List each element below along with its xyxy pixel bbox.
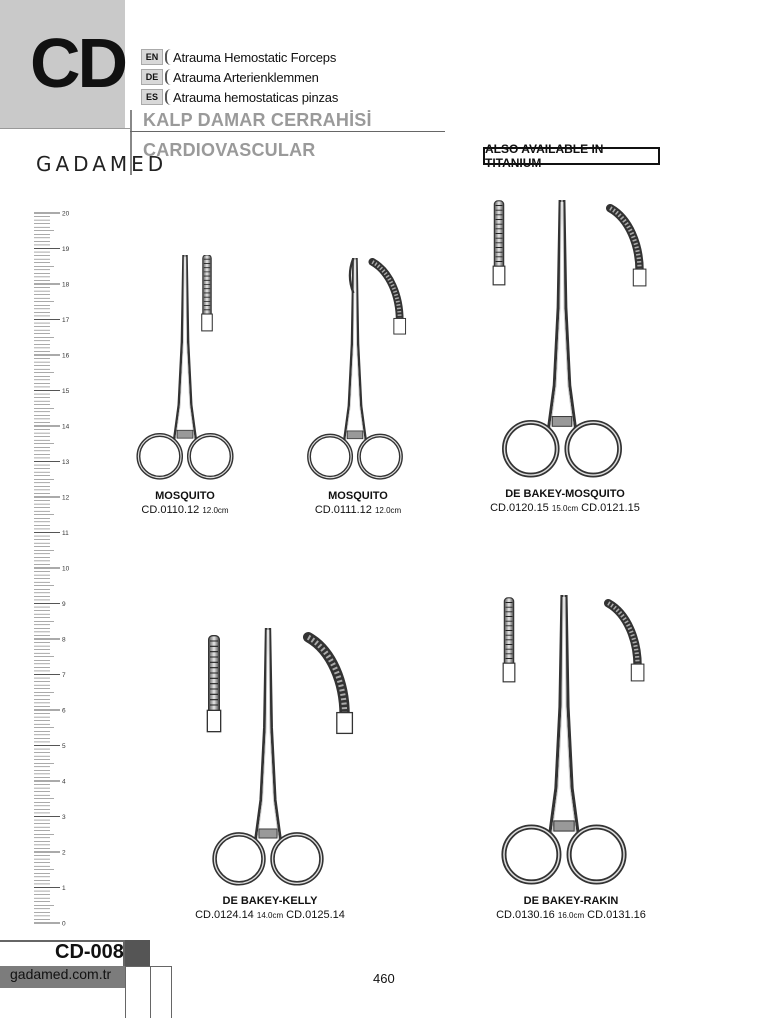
jaw-detail-curved-icon bbox=[303, 625, 355, 743]
language-label: Atrauma Arterienklemmen bbox=[173, 69, 319, 85]
mosquito-straight-illustration bbox=[120, 255, 250, 480]
jaw-detail-curved-icon bbox=[604, 596, 646, 686]
bracket-icon bbox=[165, 69, 171, 85]
footer-frame bbox=[125, 966, 172, 1018]
ruler-label: 10 bbox=[62, 565, 70, 573]
page-number: 460 bbox=[373, 971, 395, 986]
section-title-en: CARDIOVASCULAR bbox=[143, 140, 316, 160]
product-name: MOSQUITO bbox=[328, 490, 388, 502]
ruler-label: 17 bbox=[62, 317, 70, 324]
divider bbox=[130, 131, 445, 132]
language-row-es bbox=[141, 88, 338, 106]
product-size: 16.0cm bbox=[557, 911, 585, 920]
language-tag: ES bbox=[141, 89, 163, 105]
product-caption bbox=[175, 895, 365, 921]
ruler-label: 13 bbox=[62, 459, 70, 466]
product-caption bbox=[283, 490, 433, 516]
brand-logo: GADAMED bbox=[36, 152, 168, 176]
jaw-detail-curved-icon bbox=[368, 258, 408, 336]
product-code-alt: CD.0125.14 bbox=[286, 909, 345, 921]
ruler-label: 4 bbox=[62, 778, 66, 786]
ruler-label: 11 bbox=[62, 530, 69, 537]
product-size: 12.0cm bbox=[202, 506, 229, 515]
product-codes bbox=[283, 504, 433, 516]
footer-bar bbox=[125, 940, 150, 966]
jaw-detail-straight-icon bbox=[206, 625, 222, 745]
website-link[interactable]: gadamed.com.tr bbox=[10, 966, 112, 982]
product-code-alt: CD.0131.16 bbox=[587, 909, 646, 921]
section-title-tr: KALP DAMAR CERRAHİSİ bbox=[143, 110, 372, 130]
language-label: Atrauma hemostaticas pinzas bbox=[173, 89, 339, 105]
product-codes bbox=[175, 909, 365, 921]
product-name: DE BAKEY-RAKIN bbox=[523, 895, 619, 907]
ruler-ticks bbox=[34, 213, 60, 923]
product-size: 14.0cm bbox=[256, 911, 284, 920]
product-name: DE BAKEY-MOSQUITO bbox=[505, 488, 625, 500]
ruler-label: 12 bbox=[62, 494, 70, 502]
language-tag: DE bbox=[141, 69, 163, 85]
ruler-label: 0 bbox=[62, 920, 66, 928]
ruler-label: 5 bbox=[62, 743, 66, 750]
product-size: 12.0cm bbox=[374, 506, 402, 515]
jaw-detail-curved-icon bbox=[606, 200, 648, 292]
jaw-detail-straight-icon bbox=[492, 198, 506, 290]
language-label: Atrauma Hemostatic Forceps bbox=[173, 49, 337, 65]
ruler-label: 6 bbox=[62, 707, 66, 715]
divider bbox=[150, 966, 151, 1018]
product-size: 15.0cm bbox=[551, 504, 579, 513]
ruler-label: 15 bbox=[62, 388, 70, 395]
bracket-icon bbox=[165, 49, 171, 65]
page-code: CD-008 bbox=[55, 941, 124, 963]
ruler-label: 16 bbox=[62, 352, 70, 360]
ruler-label: 8 bbox=[62, 636, 66, 644]
product-code: CD.0130.16 bbox=[496, 909, 555, 921]
language-row-en bbox=[141, 48, 336, 66]
ruler-label: 7 bbox=[62, 672, 66, 679]
product-code: CD.0124.14 bbox=[195, 909, 254, 921]
ruler-label: 3 bbox=[62, 814, 66, 821]
measurement-ruler bbox=[34, 208, 74, 928]
product-code: CD.0120.15 bbox=[490, 502, 549, 514]
ruler-label: 20 bbox=[62, 210, 70, 218]
divider bbox=[0, 128, 130, 129]
catalog-code: CD bbox=[30, 24, 126, 102]
product-name: DE BAKEY-KELLY bbox=[222, 895, 318, 907]
ruler-labels bbox=[62, 211, 70, 928]
ruler-label: 14 bbox=[62, 423, 70, 431]
product-code: CD.0110.12 bbox=[141, 504, 200, 516]
language-tag: EN bbox=[141, 49, 163, 65]
ruler-label: 18 bbox=[62, 281, 70, 289]
titanium-note: ALSO AVAILABLE IN TITANIUM bbox=[483, 147, 660, 165]
bracket-icon bbox=[165, 89, 171, 105]
product-caption bbox=[470, 488, 660, 514]
ruler-label: 1 bbox=[62, 885, 66, 892]
product-code: CD.0111.12 bbox=[314, 504, 372, 516]
product-codes bbox=[476, 909, 666, 921]
language-row-de bbox=[141, 68, 319, 86]
ruler-label: 9 bbox=[62, 601, 66, 608]
product-caption bbox=[110, 490, 260, 516]
ruler-label: 19 bbox=[62, 246, 70, 253]
jaw-detail-straight-icon bbox=[502, 595, 516, 687]
product-codes bbox=[110, 504, 260, 516]
product-code-alt: CD.0121.15 bbox=[581, 502, 640, 514]
product-caption bbox=[476, 895, 666, 921]
product-name: MOSQUITO bbox=[155, 490, 215, 502]
ruler-label: 2 bbox=[62, 849, 66, 857]
jaw-detail-straight-icon bbox=[200, 255, 214, 333]
product-codes bbox=[470, 502, 660, 514]
